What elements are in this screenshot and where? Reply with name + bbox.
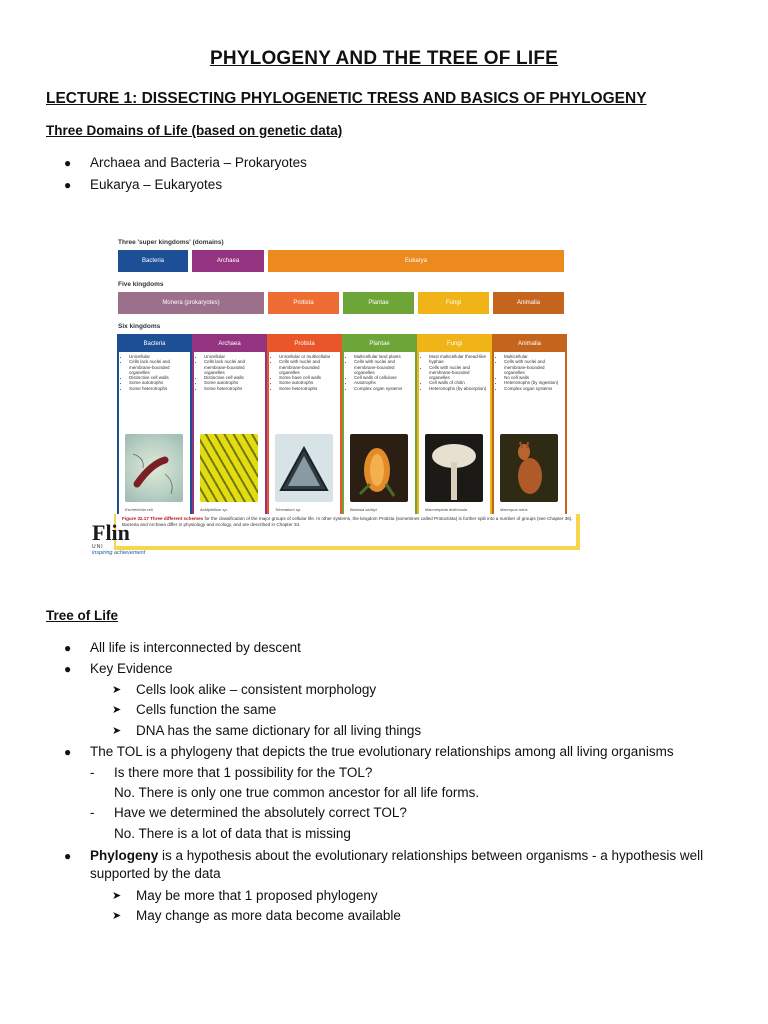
trait: • Cells with nuclei and membrane-bounded organelles [429, 365, 490, 381]
trait: • Cell walls of cellulose [354, 375, 415, 380]
trait: • Autotrophs [354, 380, 415, 385]
trait: • Most multicellular thread-like hyphae [429, 354, 490, 365]
trait: • Cells with nuclei and membrane-bounded organelles [504, 359, 565, 375]
dash-marker: - [90, 805, 95, 820]
six-kingdoms-label: Six kingdoms [118, 323, 161, 330]
phylogeny-definition: is a hypothesis about the evolutionary relationships between organisms - a hypothesis well supported by the data [90, 848, 704, 881]
five-box-protista: Protista [268, 292, 339, 314]
sub-list-item-text: Cells function the same [136, 702, 277, 717]
list-item-text [90, 847, 730, 883]
trait-list [200, 354, 265, 391]
trait: • Heterotrophs (by absorption) [429, 386, 490, 391]
kingdom-header: Bacteria [119, 336, 190, 352]
list-item-text: Key Evidence [90, 661, 173, 676]
figure-caption [122, 516, 576, 528]
specimen-caption: Escherichia coli [125, 507, 153, 512]
specimen-caption: Macropus rufus [500, 507, 528, 512]
trait: • Cells with nuclei and membrane-bounded organelles [354, 359, 415, 375]
trait: • No cell walls [504, 375, 565, 380]
trait: • Some heterotrophs [279, 386, 340, 391]
dash-item-text: Is there more that 1 possibility for the TOL? [114, 765, 373, 780]
trait: • Unicellular [129, 354, 190, 359]
list-item-text: All life is interconnected by descent [90, 640, 301, 655]
trait: • Complex organ systems [504, 386, 565, 391]
plantae-image [350, 434, 408, 502]
super-kingdoms-label: Three 'super kingdoms' (domains) [118, 239, 224, 246]
kingdom-column-protista [267, 334, 342, 516]
list-item-text: The TOL is a phylogeny that depicts the true evolutionary relationships among all living organisms [90, 744, 674, 759]
kingdom-column-plantae [342, 334, 417, 516]
kingdom-column-animalia [492, 334, 567, 516]
publisher-logo: Flin [92, 520, 130, 545]
dash-item-text: Have we determined the absolutely correct TOL? [114, 805, 407, 820]
bullet-icon: ● [64, 641, 72, 655]
five-box-plantae: Plantae [343, 292, 414, 314]
kingdom-header: Protista [269, 336, 340, 352]
trait-list [275, 354, 340, 391]
lecture-heading: LECTURE 1: DISSECTING PHYLOGENETIC TRESS AND BASICS OF PHYLOGENY [46, 90, 647, 107]
sub-list-item-text: Cells look alike – consistent morphology [136, 682, 377, 697]
sub-list-item-text: May be more that 1 proposed phylogeny [136, 888, 378, 903]
trait: • Cells lack nuclei and membrane-bounded organelles [204, 359, 265, 375]
specimen-caption: Macrolepiota dolichaula [425, 507, 468, 512]
arrow-bullet-icon: ➤ [112, 725, 122, 737]
trait: • Cells with nuclei and membrane-bounded organelles [279, 359, 340, 375]
bullet-icon: ● [64, 156, 72, 170]
publisher-tagline: inspiring achievement [92, 550, 146, 556]
trait: • Some autotrophs [204, 380, 265, 385]
bullet-icon: ● [64, 745, 72, 759]
phylogeny-term: Phylogeny [90, 848, 159, 863]
publisher-logo-sub: UNI [92, 544, 104, 550]
protista-image [275, 434, 333, 502]
trait: • Distinctive cell walls [129, 375, 190, 380]
answer-text: No. There is only one true common ancestor for all life forms. [114, 785, 480, 800]
caption-text: for the classification of the major groups of cellular life. In other systems, the kingdom Protista (sometimes called Protoctista) is further split into a number of groups (see Chapter 36). Bacteria and Archaea differ in physiology and ecology, and are described in Chapter 34. [122, 516, 573, 527]
bullet-icon: ● [64, 662, 72, 676]
trait: • Unicellular or multicellular [279, 354, 340, 359]
trait-list [125, 354, 190, 391]
five-box-monera: Monera (prokaryotes) [118, 292, 264, 314]
five-kingdoms-label: Five kingdoms [118, 281, 164, 288]
five-box-fungi: Fungi [418, 292, 489, 314]
five-box-animalia: Animalia [493, 292, 564, 314]
sub-list-item-text: DNA has the same dictionary for all living things [136, 723, 422, 738]
kingdom-header: Fungi [419, 336, 490, 352]
trait: • Some autotrophs [279, 380, 340, 385]
kingdom-column-bacteria [117, 334, 192, 516]
trait: • Cell walls of chitin [429, 380, 490, 385]
trait: • Heterotrophs (by ingestion) [504, 380, 565, 385]
kingdom-column-archaea [192, 334, 267, 516]
bullet-icon: ● [64, 849, 72, 863]
trait: • Some heterotrophs [129, 386, 190, 391]
fungi-image [425, 434, 483, 502]
trait: • Distinctive cell walls [204, 375, 265, 380]
bacteria-image [125, 434, 183, 502]
arrow-bullet-icon: ➤ [112, 684, 122, 696]
trait: • Unicellular [204, 354, 265, 359]
specimen-caption: Acidiphilium sp. [200, 507, 228, 512]
classification-figure [92, 232, 580, 556]
trait: • Some have cell walls [279, 375, 340, 380]
tol-heading: Tree of Life [46, 608, 119, 623]
super-box-bacteria: Bacteria [118, 250, 188, 272]
arrow-bullet-icon: ➤ [112, 910, 122, 922]
specimen-caption: Banksia ashbyi [350, 507, 377, 512]
specimen-caption: Triceratium sp. [275, 507, 302, 512]
dash-marker: - [90, 765, 95, 780]
list-item-text: Eukarya – Eukaryotes [90, 177, 223, 192]
super-box-eukarya: Eukarya [268, 250, 564, 272]
super-box-archaea: Archaea [192, 250, 264, 272]
trait: • Some autotrophs [129, 380, 190, 385]
animalia-image [500, 434, 558, 502]
arrow-bullet-icon: ➤ [112, 704, 122, 716]
trait: • Multicellular [504, 354, 565, 359]
bullet-icon: ● [64, 178, 72, 192]
domains-heading: Three Domains of Life (based on genetic data) [46, 123, 343, 138]
list-item-text: Archaea and Bacteria – Prokaryotes [90, 155, 307, 170]
kingdom-header: Animalia [494, 336, 565, 352]
archaea-image [200, 434, 258, 502]
trait: • Complex organ systems [354, 386, 415, 391]
figure-caption-bar [92, 514, 580, 556]
arrow-bullet-icon: ➤ [112, 890, 122, 902]
answer-text: No. There is a lot of data that is missing [114, 826, 351, 841]
page-title: PHYLOGENY AND THE TREE OF LIFE [209, 48, 559, 69]
trait: • Some heterotrophs [204, 386, 265, 391]
trait-list [425, 354, 490, 391]
trait: • Cells lack nuclei and membrane-bounded organelles [129, 359, 190, 375]
sub-list-item-text: May change as more data become available [136, 908, 401, 923]
trait-list [500, 354, 565, 391]
trait: • Multicellular land plants [354, 354, 415, 359]
kingdom-column-fungi [417, 334, 492, 516]
trait-list [350, 354, 415, 391]
kingdom-header: Archaea [194, 336, 265, 352]
figure-caption-box [116, 514, 576, 546]
kingdom-header: Plantae [344, 336, 415, 352]
caption-label: Figure 32.17 Three different schemes [122, 516, 204, 521]
